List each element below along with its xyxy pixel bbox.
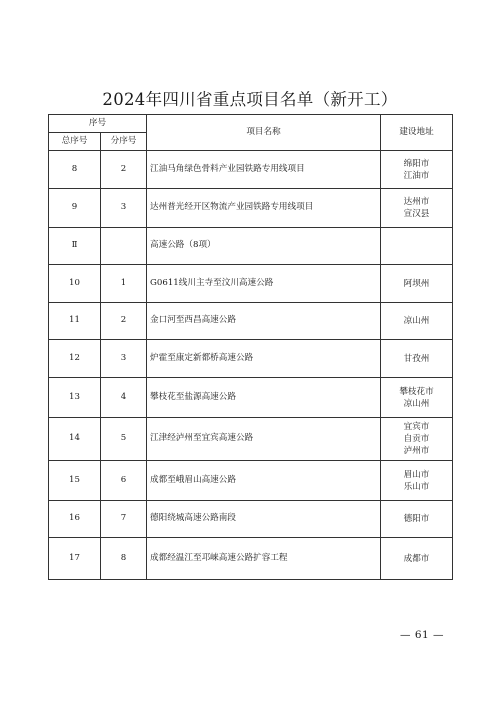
- total-no-cell: 13: [49, 378, 101, 418]
- table-row: [49, 538, 453, 580]
- header-project-name: 项目名称: [147, 115, 381, 151]
- project-name-cell: 江油马角绿色骨料产业园铁路专用线项目: [147, 151, 381, 189]
- header-row-top: [49, 115, 453, 133]
- project-name-cell: 成都至峨眉山高速公路: [147, 461, 381, 501]
- sub-no-cell: 6: [101, 461, 147, 501]
- location-line: 眉山市: [403, 469, 430, 480]
- location-cell: [381, 151, 453, 189]
- table-row: [49, 265, 453, 303]
- total-no-cell: 12: [49, 340, 101, 378]
- project-name-cell: 江津经泸州至宜宾高速公路: [147, 418, 381, 461]
- location-line: 乐山市: [403, 481, 430, 492]
- location-line: 成都市: [403, 553, 430, 564]
- page-number: — 61 —: [400, 629, 445, 641]
- project-name-cell: 炉霍至康定新都桥高速公路: [147, 340, 381, 378]
- total-no-cell: Ⅱ: [49, 228, 101, 265]
- table-row: [49, 303, 453, 340]
- sub-no-cell: 1: [101, 265, 147, 303]
- total-no-cell: 11: [49, 303, 101, 340]
- location-line: 达州市: [403, 197, 430, 207]
- sub-no-cell: [101, 228, 147, 265]
- location-line: 江油市: [403, 170, 430, 181]
- sub-no-cell: 4: [101, 378, 147, 418]
- total-no-cell: 15: [49, 461, 101, 501]
- project-name-cell: 达州普光经开区物流产业园铁路专用线项目: [147, 189, 381, 228]
- header-serial-group: 序号: [49, 115, 147, 133]
- table-row: [49, 228, 453, 265]
- project-name-cell: 德阳绕城高速公路南段: [147, 501, 381, 538]
- total-no-cell: 10: [49, 265, 101, 303]
- table-row: [49, 189, 453, 228]
- location-line: 攀枝花市: [399, 386, 434, 397]
- total-no-cell: 9: [49, 189, 101, 228]
- project-name-cell: 高速公路（8项）: [147, 228, 381, 265]
- location-cell: [381, 228, 453, 265]
- header-location: 建设地址: [381, 115, 453, 151]
- sub-no-cell: 3: [101, 189, 147, 228]
- location-line: 自贡市: [403, 434, 430, 444]
- table-row: [49, 378, 453, 418]
- sub-no-cell: 7: [101, 501, 147, 538]
- sub-no-cell: 8: [101, 538, 147, 580]
- location-line: 凉山州: [403, 398, 430, 409]
- location-cell: [381, 303, 453, 340]
- sub-no-cell: 5: [101, 418, 147, 461]
- sub-no-cell: 3: [101, 340, 147, 378]
- location-cell: [381, 501, 453, 538]
- header-total-no: 总序号: [49, 133, 101, 151]
- location-line: 甘孜州: [403, 353, 430, 364]
- location-line: 德阳市: [403, 514, 430, 524]
- table-row: [49, 418, 453, 461]
- location-cell: [381, 340, 453, 378]
- project-table: [48, 114, 453, 580]
- location-line: 阿坝州: [403, 278, 430, 289]
- location-line: 绵阳市: [403, 158, 430, 169]
- sub-no-cell: 2: [101, 151, 147, 189]
- sub-no-cell: 2: [101, 303, 147, 340]
- location-line: 泸州市: [403, 446, 430, 456]
- location-line: 宣汉县: [403, 209, 430, 219]
- project-name-cell: 金口河至西昌高速公路: [147, 303, 381, 340]
- table-row: [49, 151, 453, 189]
- project-name-cell: 攀枝花至盐源高速公路: [147, 378, 381, 418]
- location-line: 宜宾市: [403, 422, 430, 432]
- total-no-cell: 17: [49, 538, 101, 580]
- header-sub-no: 分序号: [101, 133, 147, 151]
- table-row: [49, 461, 453, 501]
- table-row: [49, 340, 453, 378]
- location-cell: [381, 418, 453, 461]
- project-name-cell: G0611线川主寺至汶川高速公路: [147, 265, 381, 303]
- project-name-cell: 成都经温江至邛崃高速公路扩容工程: [147, 538, 381, 580]
- total-no-cell: 16: [49, 501, 101, 538]
- location-cell: [381, 265, 453, 303]
- document-title: 2024年四川省重点项目名单（新开工）: [102, 90, 398, 109]
- total-no-cell: 14: [49, 418, 101, 461]
- table-row: [49, 501, 453, 538]
- total-no-cell: 8: [49, 151, 101, 189]
- location-cell: [381, 189, 453, 228]
- location-line: 凉山州: [403, 316, 430, 326]
- location-cell: [381, 538, 453, 580]
- location-cell: [381, 378, 453, 418]
- location-cell: [381, 461, 453, 501]
